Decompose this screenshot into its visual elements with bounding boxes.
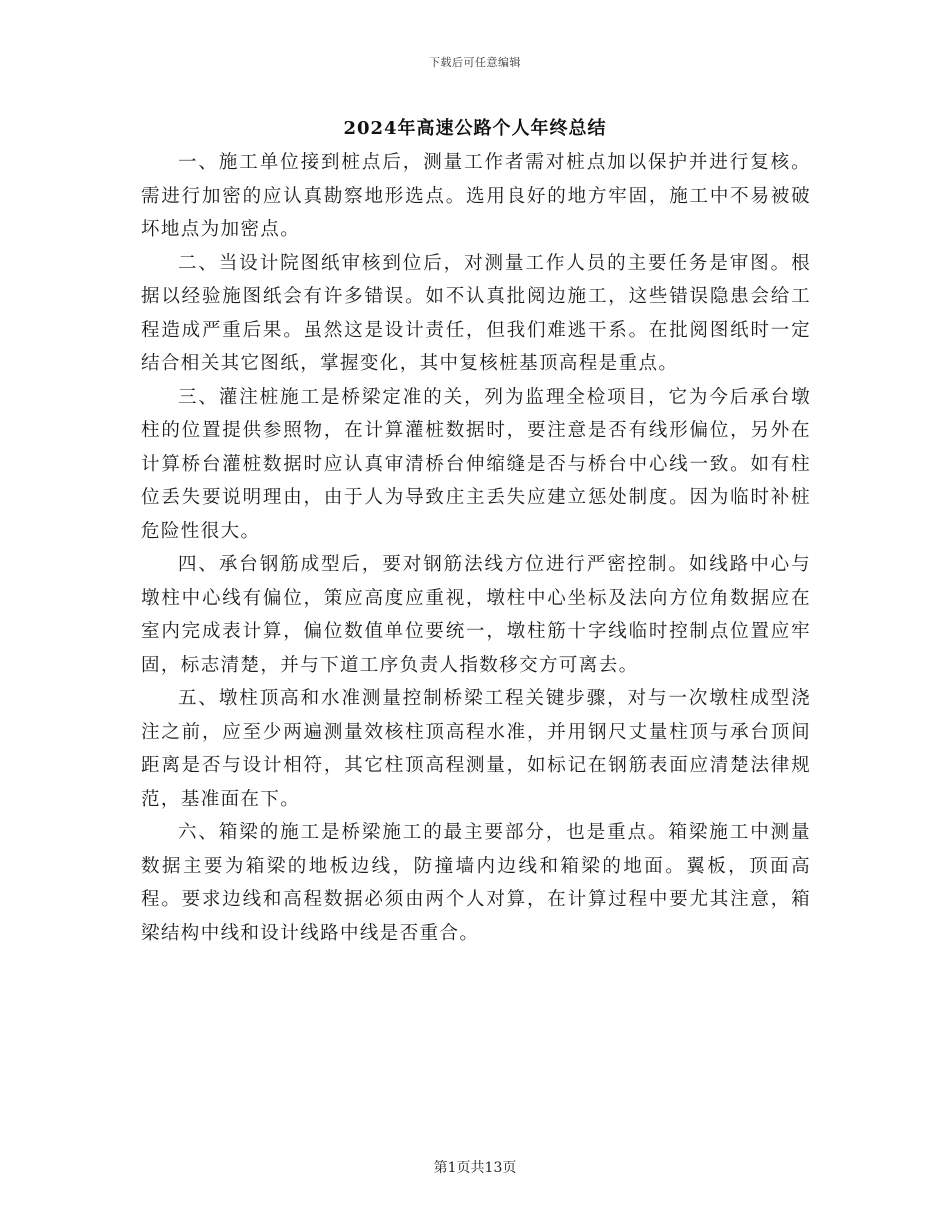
paragraph-3: 三、灌注桩施工是桥梁定准的关，列为监理全检项目，它为今后承台墩柱的位置提供参照物，在计算灌桩数据时，要注意是否有线形偏位，另外在计算桥台灌桩数据时应认真审清桥台伸缩缝是否与桥台中心线一致。如有柱位丢失要说明理由，由于人为导致庄主丢失应建立惩处制度。因为临时补桩危险性很大。 — [141, 386, 811, 542]
paragraph-1: 一、施工单位接到桩点后，测量工作者需对桩点加以保护并进行复核。需进行加密的应认真勘察地形选点。选用良好的地方牢固，施工中不易被破坏地点为加密点。 — [141, 152, 811, 240]
page-header-note: 下载后可任意编辑 — [429, 56, 521, 69]
document-body — [141, 146, 811, 950]
paragraph-5: 五、墩柱顶高和水准测量控制桥梁工程关键步骤，对与一次墩柱成型浇注之前，应至少两遍测量效核柱顶高程水准，并用钢尺丈量柱顶与承台顶间距离是否与设计相符，其它柱顶高程测量，如标记在钢筋表面应清楚法律规范，基准面在下。 — [141, 688, 811, 810]
paragraph-4: 四、承台钢筋成型后，要对钢筋法线方位进行严密控制。如线路中心与墩柱中心线有偏位，策应高度应重视，墩柱中心坐标及法向方位角数据应在室内完成表计算，偏位数值单位要统一，墩柱筋十字线临时控制点位置应牢固，标志清楚，并与下道工序负责人指数移交方可离去。 — [141, 554, 811, 676]
paragraph-2: 二、当设计院图纸审核到位后，对测量工作人员的主要任务是审图。根据以经验施图纸会有许多错误。如不认真批阅边施工，这些错误隐患会给工程造成严重后果。虽然这是设计责任，但我们难逃干系。在批阅图纸时一定结合相关其它图纸，掌握变化，其中复核桩基顶高程是重点。 — [141, 252, 811, 374]
document-title: 2024年高速公路个人年终总结 — [343, 118, 607, 139]
page-number: 第1页共13页 — [433, 1160, 517, 1176]
paragraph-6: 六、箱梁的施工是桥梁施工的最主要部分，也是重点。箱梁施工中测量数据主要为箱梁的地板边线，防撞墙内边线和箱梁的地面。翼板，顶面高程。要求边线和高程数据必须由两个人对算，在计算过程中要尤其注意，箱梁结构中线和设计线路中线是否重合。 — [141, 822, 811, 944]
